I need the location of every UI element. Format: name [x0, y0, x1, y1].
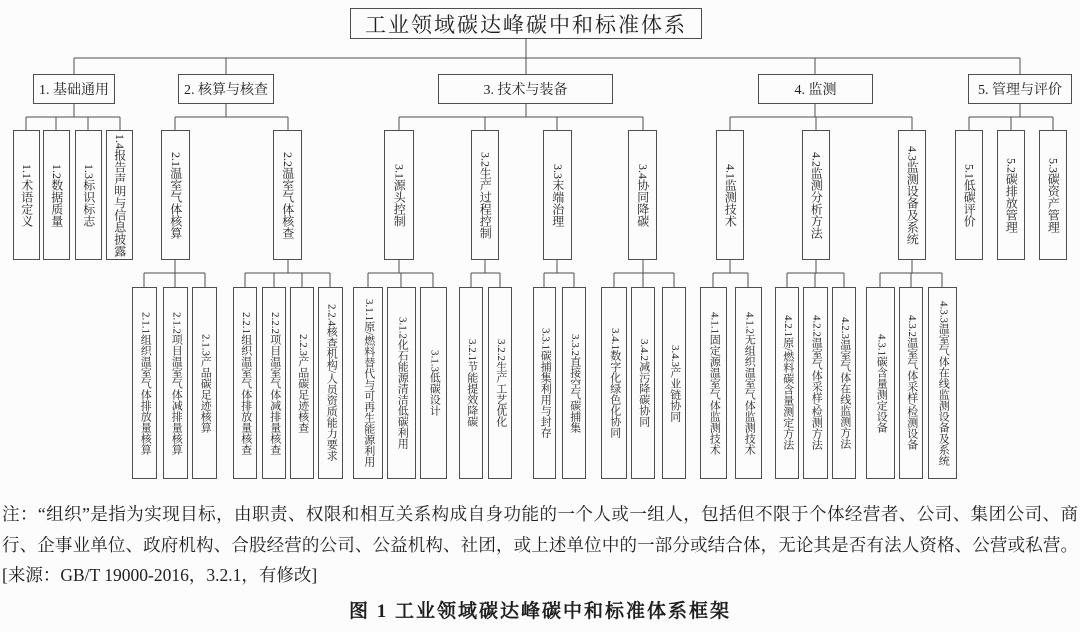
node-2-2-4: 2.2.4核查机构/人员资质能力要求 [318, 287, 343, 479]
node-3-4-1: 3.4.1数字化绿色化协同 [601, 287, 627, 479]
node-2: 2. 核算与核查 [178, 74, 274, 104]
node-3-3-2: 3.3.2直接空气碳捕集 [562, 287, 586, 479]
connectors-level2-to-level3 [26, 104, 1053, 130]
note-text: 注：“组织”是指为实现目标，由职责、权限和相互关系构成自身功能的一个人或一组人，包括但不限于个体经营者、公司、集团公司、商行、企事业单位、政府机构、合股经营的公司、公益机构、社团，或上述单位中的一部分或结合体，无论其是否有法人资格、公营或私营。[来源：GB/T 19000-2016，3.2.1，有修改] [2, 504, 1078, 586]
node-4-1-1: 4.1.1固定源温室气体监测技术 [700, 287, 727, 479]
node-3-4-2: 3.4.2减污降碳协同 [631, 287, 655, 479]
node-3-1-1: 3.1.1原/燃料替代与可再生能源利用 [353, 287, 383, 479]
node-1-3: 1.3标识标志 [75, 130, 102, 260]
node-5: 5. 管理与评价 [968, 74, 1072, 104]
node-3: 3. 技术与装备 [438, 74, 613, 104]
node-3-1: 3.1源头控制 [384, 130, 414, 260]
node-3-1-2: 3.1.2化石能源清洁低碳利用 [387, 287, 416, 479]
node-2-2: 2.2温室气体核查 [273, 130, 302, 260]
node-2-1-2: 2.1.2项目温室气体减排量核算 [163, 287, 188, 479]
node-4-1: 4.1监测技术 [716, 130, 744, 260]
node-2-1-3: 2.1.3产品碳足迹核算 [192, 287, 217, 479]
node-4-2-2: 4.2.2温室气体采样/检测方法 [803, 287, 828, 479]
connectors-level3-to-level4 [144, 260, 942, 287]
node-5-3: 5.3碳资产管理 [1039, 130, 1067, 260]
connectors-root-to-level2 [74, 39, 1020, 74]
node-3-3: 3.3末端治理 [543, 130, 572, 260]
node-1: 1. 基础通用 [33, 74, 115, 104]
node-4-3-2: 4.3.2温室气体采样/检测设备 [899, 287, 923, 479]
node-3-3-1: 3.3.1碳捕集利用与封存 [533, 287, 556, 479]
node-4-2: 4.2监测分析方法 [802, 130, 830, 260]
node-4: 4. 监测 [758, 74, 873, 104]
node-1-1: 1.1术语定义 [13, 130, 40, 260]
node-4-1-2: 4.1.2无组织温室气体监测技术 [735, 287, 762, 479]
node-3-4-3: 3.4.3产业链协同 [662, 287, 686, 479]
node-3-2-2: 3.2.2生产工艺优化 [488, 287, 512, 479]
node-4-3-3: 4.3.3温室气体在线监测设备及系统 [928, 287, 957, 479]
node-4-2-1: 4.2.1原/燃料碳含量测定方法 [775, 287, 799, 479]
node-4-3-1: 4.3.1碳含量测定设备 [866, 287, 895, 479]
node-5-2: 5.2碳排放管理 [997, 130, 1025, 260]
node-1-2: 1.2数据质量 [43, 130, 70, 260]
node-4-2-3: 4.2.3温室气体在线监测方法 [832, 287, 856, 479]
node-2-2-2: 2.2.2项目温室气体减排量核查 [262, 287, 286, 479]
node-root: 工业领域碳达峰碳中和标准体系 [350, 8, 702, 39]
node-3-2: 3.2生产过程控制 [471, 130, 499, 260]
node-3-2-1: 3.2.1节能提效降碳 [459, 287, 483, 479]
node-2-1-1: 2.1.1组织温室气体排放量核算 [132, 287, 157, 479]
node-2-2-1: 2.2.1组织温室气体排放量核查 [233, 287, 257, 479]
node-3-4: 3.4协同降碳 [628, 130, 657, 260]
node-5-1: 5.1低碳评价 [955, 130, 983, 260]
node-2-1: 2.1温室气体核算 [161, 130, 190, 260]
node-1-4: 1.4报告声明与信息披露 [106, 130, 133, 260]
node-3-1-3: 3.1.3低碳设计 [420, 287, 447, 479]
node-4-3: 4.3监测设备及系统 [898, 130, 926, 260]
figure-caption: 图 1 工业领域碳达峰碳中和标准体系框架 [348, 601, 731, 622]
node-2-2-3: 2.2.3产品碳足迹核查 [290, 287, 314, 479]
